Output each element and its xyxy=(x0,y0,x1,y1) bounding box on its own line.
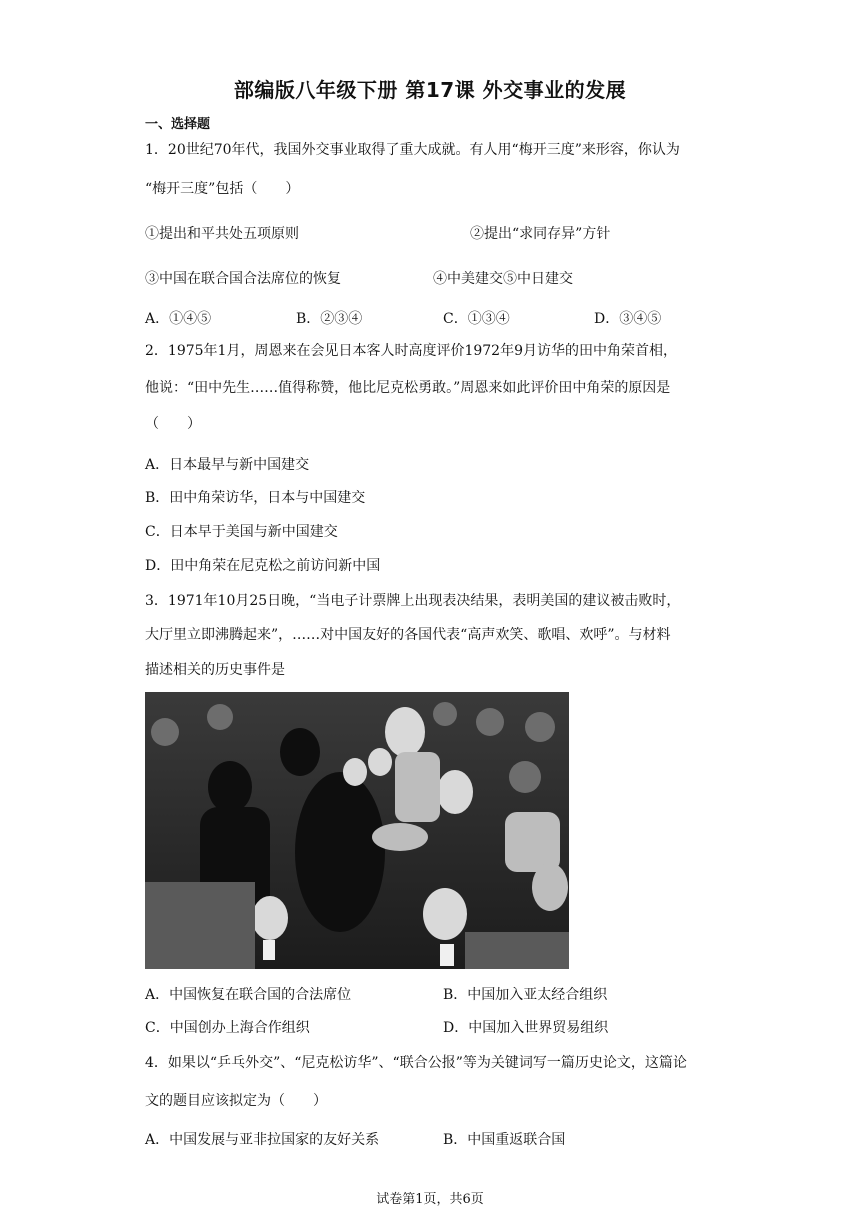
q2-stem-line-2: 他说：“田中先生……值得称赞，他比尼克松勇敢。”周恩来如此评价田中角荣的原因是 xyxy=(145,380,671,396)
q1-stem-line-2: “梅开三度”包括（ ） xyxy=(145,181,300,197)
q2-option-d[interactable]: D．田中角荣在尼克松之前访问新中国 xyxy=(145,558,381,574)
q2-option-c[interactable]: C．日本早于美国与新中国建交 xyxy=(145,524,338,540)
q3-stem-line-2: 大厅里立即沸腾起来”，……对中国友好的各国代表“高声欢笑、歌唱、欢呼”。与材料 xyxy=(145,627,671,643)
q4-stem-line-1: 4．如果以“乒乓外交”、“尼克松访华”、“联合公报”等为关键词写一篇历史论文，这篇论 xyxy=(145,1055,687,1071)
q2-stem-line-3: （ ） xyxy=(145,416,201,432)
q4-option-a[interactable]: A．中国发展与亚非拉国家的友好关系 xyxy=(145,1132,380,1148)
page-title: 部编版八年级下册 第17课 外交事业的发展 xyxy=(233,78,627,102)
un-assembly-photo xyxy=(145,692,569,969)
q2-option-a[interactable]: A．日本最早与新中国建交 xyxy=(145,457,310,473)
q1-option-a[interactable]: A．①④⑤ xyxy=(145,311,212,327)
q3-option-a[interactable]: A．中国恢复在联合国的合法席位 xyxy=(145,987,352,1003)
page-footer: 试卷第1页，共6页 xyxy=(376,1192,484,1207)
q1-option-d[interactable]: D．③④⑤ xyxy=(594,311,662,327)
q4-stem-line-2: 文的题目应该拟定为（ ） xyxy=(145,1093,327,1109)
q3-option-d[interactable]: D．中国加入世界贸易组织 xyxy=(443,1020,609,1036)
q1-item-4: ④中美建交⑤中日建交 xyxy=(433,271,573,287)
q1-item-3: ③中国在联合国合法席位的恢复 xyxy=(145,271,341,287)
q2-option-b[interactable]: B．田中角荣访华，日本与中国建交 xyxy=(145,490,366,506)
q2-stem-line-1: 2．1975年1月，周恩来在会见日本客人时高度评价1972年9月访华的田中角荣首相， xyxy=(145,343,677,359)
photo-illustration xyxy=(145,692,569,969)
q3-stem-line-3: 描述相关的历史事件是 xyxy=(145,662,285,678)
q1-item-1: ①提出和平共处五项原则 xyxy=(145,226,299,242)
q4-option-b[interactable]: B．中国重返联合国 xyxy=(443,1132,566,1148)
q1-option-b[interactable]: B．②③④ xyxy=(296,311,363,327)
q3-option-b[interactable]: B．中国加入亚太经合组织 xyxy=(443,987,608,1003)
q1-stem-line-1: 1．20世纪70年代，我国外交事业取得了重大成就。有人用“梅开三度”来形容，你认为 xyxy=(145,142,680,158)
q1-item-2: ②提出“求同存异”方针 xyxy=(470,226,611,242)
q1-option-c[interactable]: C．①③④ xyxy=(443,311,510,327)
q3-stem-line-1: 3．1971年10月25日晚，“当电子计票牌上出现表决结果，表明美国的建议被击败时， xyxy=(145,593,681,609)
section-heading: 一、选择题 xyxy=(145,117,211,132)
q3-option-c[interactable]: C．中国创办上海合作组织 xyxy=(145,1020,310,1036)
